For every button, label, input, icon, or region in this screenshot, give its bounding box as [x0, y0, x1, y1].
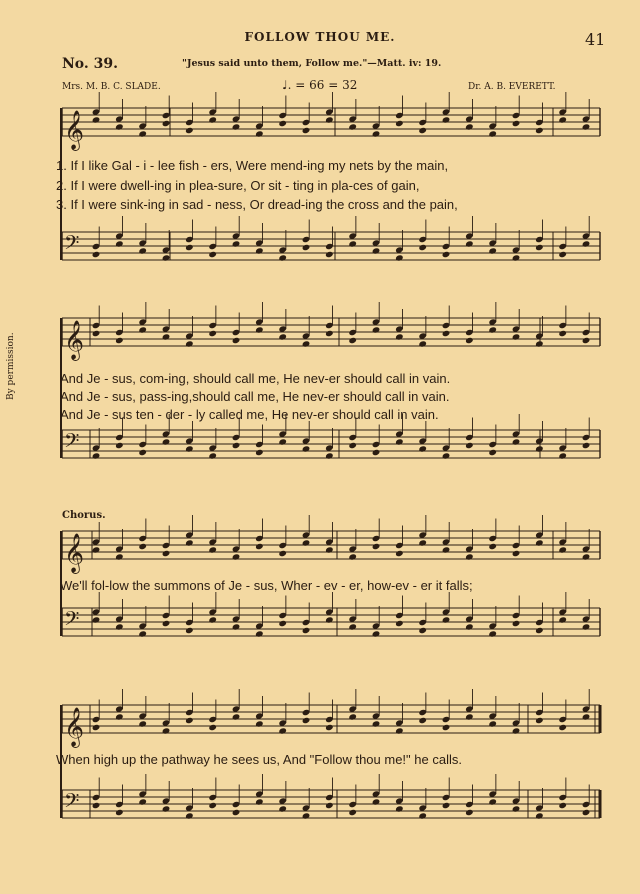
- epigraph: "Jesus said unto them, Follow me."—Matt. iv: 19.: [182, 58, 442, 69]
- note-head: [535, 717, 544, 724]
- note-head: [138, 720, 147, 727]
- note-head: [138, 449, 147, 456]
- note-head: [162, 550, 171, 557]
- note-head: [325, 116, 334, 123]
- note-head: [465, 240, 474, 247]
- note-head: [442, 116, 451, 123]
- note-head: [92, 452, 101, 459]
- note-head: [232, 809, 241, 816]
- note-head: [278, 254, 287, 261]
- note-head: [255, 247, 264, 254]
- note-head: [395, 254, 404, 261]
- note-head: [208, 802, 217, 809]
- permission-note: By permission.: [6, 332, 16, 400]
- note-head: [278, 550, 287, 557]
- note-head: [488, 630, 497, 637]
- note-head: [115, 123, 124, 130]
- note-head: [162, 727, 171, 734]
- note-head: [232, 713, 241, 720]
- note-head: [558, 330, 567, 337]
- note-head: [465, 337, 474, 344]
- bass-clef-icon: 𝄢: [64, 231, 80, 259]
- note-head: [535, 627, 544, 634]
- note-head: [325, 546, 334, 553]
- treble-clef-icon: 𝄞: [64, 707, 85, 747]
- note-head: [442, 616, 451, 623]
- note-head: [442, 251, 451, 258]
- note-head: [582, 240, 591, 247]
- note-head: [465, 713, 474, 720]
- note-head: [162, 120, 171, 127]
- note-head: [255, 630, 264, 637]
- hymn-number: No. 39.: [62, 56, 118, 72]
- note-head: [558, 724, 567, 731]
- note-head: [185, 340, 194, 347]
- note-head: [582, 713, 591, 720]
- note-head: [582, 337, 591, 344]
- note-head: [465, 123, 474, 130]
- note-head: [488, 130, 497, 137]
- note-head: [185, 445, 194, 452]
- bass-clef-icon: 𝄢: [64, 607, 80, 635]
- note-head: [255, 326, 264, 333]
- note-head: [558, 116, 567, 123]
- note-head: [255, 720, 264, 727]
- chorus-line-1: We'll fol-low the summons of Je - sus, Wher - ev - er, how-ev - er it falls;: [60, 578, 473, 593]
- note-head: [138, 130, 147, 137]
- note-head: [442, 802, 451, 809]
- note-head: [418, 340, 427, 347]
- note-head: [138, 247, 147, 254]
- note-head: [535, 445, 544, 452]
- note-head: [208, 616, 217, 623]
- note-head: [348, 337, 357, 344]
- note-head: [488, 247, 497, 254]
- note-head: [535, 340, 544, 347]
- note-head: [232, 623, 241, 630]
- note-head: [488, 798, 497, 805]
- note-head: [535, 539, 544, 546]
- note-head: [465, 809, 474, 816]
- note-head: [582, 123, 591, 130]
- note-head: [278, 620, 287, 627]
- note-head: [418, 445, 427, 452]
- note-head: [185, 539, 194, 546]
- note-head: [92, 251, 101, 258]
- note-head: [325, 251, 334, 258]
- note-head: [395, 550, 404, 557]
- note-head: [558, 616, 567, 623]
- note-head: [512, 254, 521, 261]
- note-head: [115, 553, 124, 560]
- note-head: [278, 438, 287, 445]
- note-head: [442, 724, 451, 731]
- note-head: [325, 330, 334, 337]
- note-head: [372, 130, 381, 137]
- note-head: [535, 127, 544, 134]
- note-head: [418, 627, 427, 634]
- note-head: [512, 333, 521, 340]
- note-head: [325, 452, 334, 459]
- note-head: [185, 244, 194, 251]
- note-head: [325, 802, 334, 809]
- note-head: [372, 630, 381, 637]
- note-head: [232, 337, 241, 344]
- note-head: [162, 438, 171, 445]
- note-head: [278, 805, 287, 812]
- note-head: [395, 727, 404, 734]
- note-head: [395, 438, 404, 445]
- note-head: [512, 550, 521, 557]
- tempo-marking: ♩. = 66 = 32: [282, 78, 358, 92]
- note-head: [302, 812, 311, 819]
- note-head: [488, 720, 497, 727]
- bass-clef-icon: 𝄢: [64, 789, 80, 817]
- page-title: FOLLOW THOU ME.: [244, 30, 396, 44]
- note-head: [162, 620, 171, 627]
- note-head: [255, 130, 264, 137]
- note-head: [488, 543, 497, 550]
- note-head: [558, 802, 567, 809]
- note-head: [185, 812, 194, 819]
- note-head: [138, 543, 147, 550]
- verse-2-line-a: 2. If I were dwell-ing in plea-sure, Or sit - ting in pla-ces of gain,: [56, 178, 420, 193]
- note-head: [558, 251, 567, 258]
- note-head: [92, 724, 101, 731]
- page-number: 41: [585, 30, 606, 49]
- note-head: [302, 340, 311, 347]
- note-head: [418, 717, 427, 724]
- treble-clef-icon: 𝄞: [64, 320, 85, 360]
- chorus-line-2: When high up the pathway he sees us, And "Follow thou me!" he calls.: [56, 752, 462, 767]
- note-head: [442, 330, 451, 337]
- verse-3-line-b: And Je - sus ten - der - ly called me, He nev-er should call in vain.: [60, 407, 439, 422]
- note-head: [582, 623, 591, 630]
- note-head: [465, 623, 474, 630]
- note-head: [255, 543, 264, 550]
- note-head: [348, 240, 357, 247]
- chorus-label: Chorus.: [62, 510, 106, 521]
- note-head: [465, 442, 474, 449]
- note-head: [302, 445, 311, 452]
- note-head: [535, 812, 544, 819]
- note-head: [302, 539, 311, 546]
- note-head: [512, 438, 521, 445]
- note-head: [232, 240, 241, 247]
- note-head: [138, 326, 147, 333]
- note-head: [92, 116, 101, 123]
- note-head: [115, 713, 124, 720]
- note-head: [208, 251, 217, 258]
- note-head: [208, 116, 217, 123]
- bass-clef-icon: 𝄢: [64, 429, 80, 457]
- note-head: [208, 452, 217, 459]
- note-head: [418, 539, 427, 546]
- composer: Dr. A. B. EVERETT.: [468, 82, 556, 92]
- note-head: [92, 546, 101, 553]
- note-head: [278, 727, 287, 734]
- note-head: [278, 120, 287, 127]
- note-head: [348, 623, 357, 630]
- note-head: [348, 442, 357, 449]
- note-head: [395, 805, 404, 812]
- verse-1-line-a: 1. If I like Gal - i - lee fish - ers, Were mend-ing my nets by the main,: [56, 158, 449, 173]
- verse-1-line-b: And Je - sus, com-ing, should call me, He nev-er should call in vain.: [60, 371, 451, 386]
- note-head: [185, 627, 194, 634]
- author: Mrs. M. B. C. SLADE.: [62, 82, 161, 92]
- note-head: [138, 630, 147, 637]
- note-head: [582, 553, 591, 560]
- note-head: [395, 620, 404, 627]
- note-head: [558, 452, 567, 459]
- note-head: [208, 330, 217, 337]
- note-head: [162, 805, 171, 812]
- note-head: [208, 546, 217, 553]
- note-head: [138, 798, 147, 805]
- note-head: [278, 333, 287, 340]
- note-head: [302, 127, 311, 134]
- note-head: [488, 449, 497, 456]
- note-head: [162, 254, 171, 261]
- note-head: [325, 724, 334, 731]
- note-head: [348, 123, 357, 130]
- note-head: [92, 616, 101, 623]
- note-head: [558, 546, 567, 553]
- note-head: [162, 333, 171, 340]
- treble-clef-icon: 𝄞: [64, 533, 85, 573]
- note-head: [115, 240, 124, 247]
- verse-3-line-a: 3. If I were sink-ing in sad - ness, Or dread-ing the cross and the pain,: [56, 197, 458, 212]
- note-head: [115, 442, 124, 449]
- note-head: [372, 798, 381, 805]
- note-head: [512, 120, 521, 127]
- note-head: [582, 809, 591, 816]
- verse-2-line-b: And Je - sus, pass-ing,should call me, He nev-er should call in vain.: [60, 389, 450, 404]
- note-head: [372, 326, 381, 333]
- note-head: [115, 337, 124, 344]
- note-head: [348, 809, 357, 816]
- note-head: [372, 247, 381, 254]
- note-head: [418, 812, 427, 819]
- note-head: [302, 627, 311, 634]
- note-head: [232, 442, 241, 449]
- note-head: [418, 127, 427, 134]
- note-head: [232, 123, 241, 130]
- note-head: [115, 809, 124, 816]
- note-head: [92, 330, 101, 337]
- note-head: [512, 805, 521, 812]
- note-head: [395, 120, 404, 127]
- note-head: [512, 727, 521, 734]
- note-head: [325, 616, 334, 623]
- note-head: [208, 724, 217, 731]
- note-head: [488, 326, 497, 333]
- note-head: [418, 244, 427, 251]
- note-head: [185, 717, 194, 724]
- note-head: [115, 623, 124, 630]
- note-head: [92, 802, 101, 809]
- note-head: [582, 442, 591, 449]
- note-head: [512, 620, 521, 627]
- note-head: [348, 713, 357, 720]
- note-head: [255, 449, 264, 456]
- note-head: [255, 798, 264, 805]
- treble-clef-icon: 𝄞: [64, 110, 85, 150]
- note-head: [372, 449, 381, 456]
- note-head: [302, 717, 311, 724]
- note-head: [232, 553, 241, 560]
- note-head: [442, 452, 451, 459]
- note-head: [465, 553, 474, 560]
- note-head: [535, 244, 544, 251]
- note-head: [348, 553, 357, 560]
- note-head: [442, 546, 451, 553]
- note-head: [372, 543, 381, 550]
- note-head: [185, 127, 194, 134]
- note-head: [302, 244, 311, 251]
- note-head: [395, 333, 404, 340]
- note-head: [372, 720, 381, 727]
